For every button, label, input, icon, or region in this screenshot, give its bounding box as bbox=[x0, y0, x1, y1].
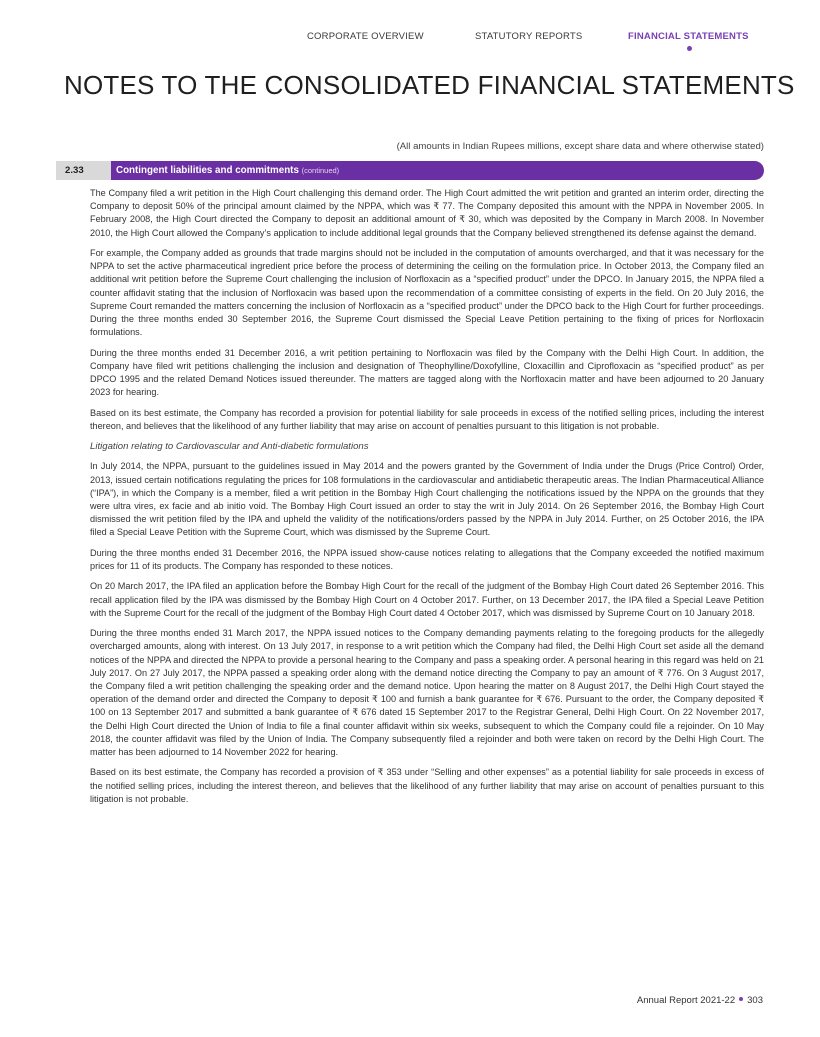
subheading: Litigation relating to Cardiovascular and Anti-diabetic formulations bbox=[90, 441, 369, 453]
section-number: 2.33 bbox=[56, 161, 111, 180]
paragraph: In July 2014, the NPPA, pursuant to the guidelines issued in May 2014 and the powers granted by the Government of India under the Drugs (Price Control) Order, 2013, issued certain notifications regulating the prices for 108 formulations in the cardiovascular and antidiabetic therapeutic areas. The Indian Pharmaceutical Alliance (“IPA”), in which the Company is a member, filed a writ petition in the Bombay High Court challenging the notifications issued by the NPPA on the grounds that they were ultra vires, ex facie and ab initio void. The Bombay High Court issued an order to stay the writ in July 2014. On 26 September 2016, the Bombay High Court dismissed the writ petition filed by the IPA and upheld the validity of the notifications/orders passed by the NPPA in July 2014. Further, on 25 October 2016, the IPA filed a Special Leave Petition with the Supreme Court, which was dismissed by the Supreme Court. bbox=[90, 461, 764, 538]
nav-corporate-overview[interactable]: CORPORATE OVERVIEW bbox=[307, 31, 424, 42]
section-title: Contingent liabilities and commitments bbox=[116, 165, 299, 176]
body-content bbox=[90, 187, 764, 813]
section-title-bar bbox=[111, 161, 764, 180]
top-navigation bbox=[0, 31, 820, 51]
page-title: NOTES TO THE CONSOLIDATED FINANCIAL STATEMENTS bbox=[64, 70, 795, 100]
paragraph: During the three months ended 31 March 2017, the NPPA issued notices to the Company demanding payments relating to the foregoing products for the allegedly overcharged amounts, along with interest. On 13 July 2017, in response to a writ petition which the Company had filed, the Delhi High Court set aside all the demand notices of the NPPA and directed the NPPA to provide a personal hearing to the Company and pass a speaking order. A personal hearing in this regard was held on 21 July 2017. On 27 July 2017, the NPPA passed a speaking order along with the demand notice directing the Company to pay an amount of ₹ 776. On 3 August 2017, the Company filed a writ petition challenging the speaking order and the demand notice. Upon hearing the matter on 8 August 2017, the Delhi High Court stayed the operation of the demand order and directed the Company to deposit ₹ 100 and furnish a bank guarantee for ₹ 676. Pursuant to the order, the Company deposited ₹ 100 on 13 September 2017 and submitted a bank guarantee of ₹ 676 dated 15 September 2017 to the Registrar General, Delhi High Court. On 22 November 2017, the Delhi High Court directed the Union of India to file a final counter affidavit within six weeks, subsequent to which the Company could file a rejoinder. On 10 May 2018, the counter affidavit was filed by the Union of India. The Company subsequently filed a rejoinder and both were taken on record by the Delhi High Court. The matter has been adjourned to 14 November 2022 for hearing. bbox=[90, 628, 764, 758]
nav-financial-statements[interactable]: FINANCIAL STATEMENTS bbox=[628, 31, 749, 42]
paragraph: The Company filed a writ petition in the High Court challenging this demand order. The High Court admitted the writ petition and granted an interim order, directing the Company to deposit 50% of the principal amount claimed by the NPPA, which was ₹ 77. The Company deposited this amount with the NPPA in November 2005. In February 2008, the High Court directed the Company to deposit an additional amount of ₹ 30, which was deposited by the Company in March 2008. In November 2010, the High Court allowed the Company’s application to include additional legal grounds that the Company believed strengthened its defense against the demand. bbox=[90, 188, 764, 238]
page-footer bbox=[637, 995, 763, 1006]
section-header bbox=[56, 161, 764, 180]
paragraph: Based on its best estimate, the Company has recorded a provision for potential liability for sale proceeds in excess of the notified selling prices, including the interest thereon, and believes that the likelihood of any further liability that may arise on account of penalties pursuant to this litigation is not probable. bbox=[90, 407, 764, 431]
report-name: Annual Report 2021-22 bbox=[636, 995, 736, 1006]
paragraph: During the three months ended 31 December 2016, the NPPA issued show-cause notices relating to allegations that the Company exceeded the notified maximum prices for 11 of its products. The Company has responded to these notices. bbox=[90, 547, 764, 572]
page-number: 303 bbox=[747, 995, 763, 1006]
paragraph: For example, the Company added as grounds that trade margins should not be included in the computation of amounts overcharged, and that it was necessary for the NPPA to set the active pharmaceutical ingredient price before the process of determining the ceiling on the formulation price. In October 2013, the Company filed an additional writ petition before the Supreme Court challenging the inclusion of Norfloxacin as a “specified product” under the DPCO. In January 2015, the NPPA filed a counter affidavit stating that the inclusion of Norfloxacin was based upon the recommendation of a committee consisting of experts in the field. On 20 July 2016, the Supreme Court remanded the matters concerning the inclusion of Norfloxacin as a “specified product” under the DPCO back to the High Court for further proceedings. During the three months ended 30 September 2016, the Supreme Court dismissed the Special Leave Petition pertaining to the fixing of prices for Norfloxacin formulations. bbox=[90, 248, 764, 338]
nav-statutory-reports[interactable]: STATUTORY REPORTS bbox=[475, 31, 583, 42]
paragraph: Based on its best estimate, the Company has recorded a provision of ₹ 353 under “Selling and other expenses” as a potential liability for sale proceeds in excess of the notified selling prices, including the interest thereon, and believes that the likelihood of any further liability that may arise on account of penalties pursuant to this litigation is not probable. bbox=[90, 767, 764, 804]
paragraph: During the three months ended 31 December 2016, a writ petition pertaining to Norfloxacin was filed by the Company with the Delhi High Court. In addition, the Company have filed writ petitions challenging the inclusion and designation of Theophylline/Doxofylline, Cloxacillin and Ciprofloxacin as “specified product” as per DPCO 1995 and the related Demand Notices issued thereunder. The matters are tagged along with the Norfloxacin matter and have been adjourned to 20 January 2023 for hearing. bbox=[90, 347, 764, 398]
active-nav-indicator bbox=[687, 46, 692, 51]
amounts-note: (All amounts in Indian Rupees millions, except share data and where otherwise stated) bbox=[396, 141, 764, 152]
section-continued: (continued) bbox=[301, 166, 340, 175]
footer-dot bbox=[739, 997, 743, 1001]
paragraph: On 20 March 2017, the IPA filed an application before the Bombay High Court for the recall of the judgment of the Bombay High Court dated 26 September 2016. This recall application filed by the IPA was dismissed by the Bombay High Court on 4 October 2017. Further, on 13 December 2017, the IPA filed a Special Leave Petition with the Supreme Court for the recall of the judgment of the Bombay High Court dated 4 October 2017, which was dismissed by Supreme Court on 10 January 2018. bbox=[90, 581, 764, 618]
